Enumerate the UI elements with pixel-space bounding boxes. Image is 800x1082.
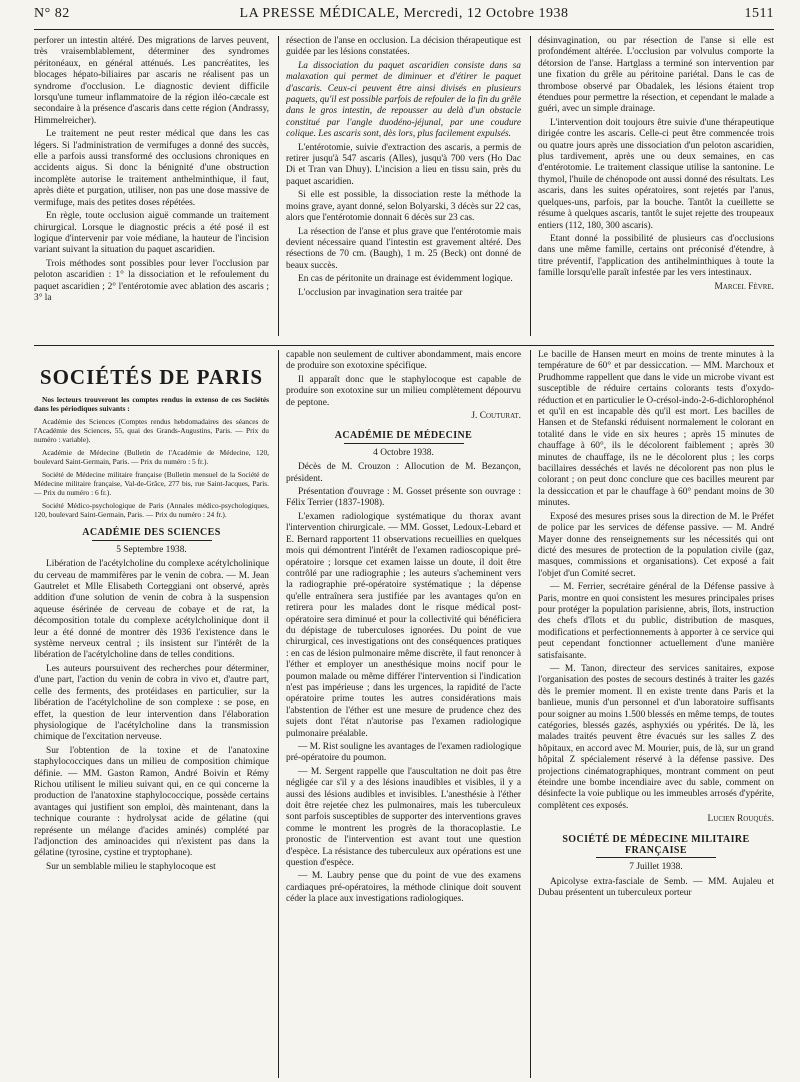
paragraph: Trois méthodes sont possibles pour lever l'occlusion par peloton ascaridien : 1° la dissociation et le refoulement du paquet ascaridien ; 2° l'entérotomie avec ablation des ascaris ; 3° la: [34, 258, 269, 303]
page-number: 1511: [744, 6, 774, 21]
subsection-rule: [92, 540, 212, 541]
subsection-title: ACADÉMIE DE MÉDECINE: [334, 430, 473, 442]
issue-number: N° 82: [34, 6, 70, 21]
paragraph: désinvagination, ou par résection de l'anse si elle est profondément altérée. L'occlusion par volvulus comporte la détorsion de l'anse. Hartglass a terminé son intervention par une fixation du grêle au péritoine pariétal. Dans le cas de thrombose observé par Obadalek, les lésions étaient trop étendues pour permettre la résection, et cependant le malade a guéri, avec un simple drainage.: [538, 36, 774, 115]
top-column-3: [538, 36, 774, 336]
intro-line: Académie de Médecine (Bulletin de l'Académie de Médecine, 120, boulevard Saint-Germain, Paris. — Prix du numéro : 5 fr.).: [34, 448, 269, 467]
paragraph: capable non seulement de cultiver abondamment, mais encore de produire son exotoxine spécifique.: [286, 350, 521, 372]
column-divider: [530, 350, 531, 1078]
paragraph: Les auteurs poursuivent des recherches pour déterminer, d'une part, l'action du venin de cobra in vivo et, d'autre part, celle des ferments, des protéidases en particulier, sur la libération de l'acétylcholine de son complexe : se pose, en effet, la question de leur intervention dans l'élaboration physiologique de l'acétylcholine dans la transmission chimique de l'excitation nerveuse.: [34, 663, 269, 743]
section-rule: [34, 345, 774, 346]
paragraph: Le bacille de Hansen meurt en moins de trente minutes à la température de 60° et par dessiccation. — MM. Marchoux et Prudhomme rappellent que dans le vide un microbe vivant est susceptible de réduire certains colorants tests d'oxydo-réduction et en particulier le O-crésol-indo-2-6-dichlorophénol et qu'il en est incapable dès qu'il est mort. Les bacilles de Hansen et de Stefanski réduisent normalement le colorant en totalité dans le vide en six heures ; après 15 minutes de chauffage à 60°, ils le décolorent faiblement ; après 30 minutes de chauffage, ils ne le décolorent plus ; les corps bacillaires desséchés et lavés ne décolorent pas non plus le colorant ; on peut donc conclure que ces bacilles meurent par la dessiccation et par le chauffage à 60° pendant moins de 30 minutes.: [538, 350, 774, 509]
top-column-2: [286, 36, 521, 336]
paragraph: Sur l'obtention de la toxine et de l'anatoxine staphylococciques dans un milieu de composition chimique définie. — MM. Gaston Ramon, André Boivin et Rémy Richou utilisent le milieu suivant qui, en ce qui concerne la production de l'anatoxine staphylococcique, possède certains avantages qui justifient son emploi, dès maintenant, dans la technique courante : hydrolysat acide de gélatine (qui représente un mélange d'acides aminés) complété par l'adjonction des aminoacides qui n'existent pas dans la gélatine (tyrosine, cystine et tryptophane).: [34, 745, 269, 859]
paragraph: Etant donné la possibilité de plusieurs cas d'occlusions dans une même famille, certains ont préconisé d'étendre, à titre préventif, l'application des antihelminthiques à toute la famille lorsqu'elle paraît infestée par les vers intestinaux.: [538, 233, 774, 279]
subsection-title: ACADÉMIE DES SCIENCES: [82, 527, 221, 539]
header-rule: [34, 29, 774, 30]
column-divider: [530, 36, 531, 336]
column-divider: [278, 36, 279, 336]
subsection-rule: [344, 443, 464, 444]
intro-line: Société Médico-psychologique de Paris (Annales médico-psychologiques, 120, boulevard Saint-Germain, Paris. — Prix du numéro : 24 fr.).: [34, 501, 269, 520]
paragraph: La dissociation du paquet ascaridien consiste dans sa malaxation qui permet de diminuer et d'étirer le paquet d'ascaris. Ceux-ci peuvent être ainsi divisés en plusieurs paquets, qu'il est possible parfois de refouler de la fin du grêle dans le gros intestin, de repousser au delà d'un obstacle constitué par l'angle duodéno-jéjunal, par une coudure colique. Les ascaris sont, dès lors, plus facilement expulsés.: [286, 60, 521, 140]
paragraph: En règle, toute occlusion aiguë commande un traitement chirurgical. Lorsque le diagnostic précis a été posé il est logique d'intervenir par voie médiane, la hauteur de l'incision variant suivant la situation du paquet ascaridien.: [34, 211, 269, 256]
paragraph: Sur un semblable milieu le staphylocoque est: [46, 861, 216, 872]
paragraph: Si elle est possible, la dissociation reste la méthode la moins grave, ayant donné, selon Bolyarski, 3 décès sur 22 cas, alors que l'entérotomie donnait 6 décès sur 23 cas.: [286, 190, 521, 224]
paragraph: L'intervention doit toujours être suivie d'une thérapeutique dirigée contre les ascaris. Celle-ci peut être commencée trois ou quatre jours après une dissociation d'un peloton ascaridien, plus tardivement, après une ou deux semaines, en cas d'entérotomie. Le traitement classique utilise la santonine. Le thymol, l'huile de chénopode ont aussi donné des résultats. Les ascaris, dans les suites opératoires, sont rejetés par l'anus, quelques-uns, parfois, par la bouche. Tantôt la cueillette se résume à quelques ascaris, tantôt le sujet rejette des troupeaux entiers (112, 180, 300 ascaris).: [538, 117, 774, 231]
societes-column-2: [286, 350, 521, 1078]
paragraph: L'entérotomie, suivie d'extraction des ascaris, a permis de retirer jusqu'à 547 ascaris (Alles), jusqu'à 700 vers (Ho Dac Di et Tran van Dhuy). L'incision a lieu en tissu sain, près du paquet ascaridien.: [286, 142, 521, 187]
paragraph: Exposé des mesures prises sous la direction de M. le Préfet de police par les services de défense passive. — M. André Mayer donne des renseignements sur les nécessités qui ont dicté des mesures de protection de la population civile (gaz, masques, commissions et organisations). Cet exposé a fait l'objet d'un Comité secret.: [538, 511, 774, 579]
intro-line: Société de Médecine militaire française (Bulletin mensuel de la Société de Médecine militaire française, Val-de-Grâce, 277 bis, rue Saint-Jacques, Paris. — Prix du numéro : 6 fr.).: [34, 470, 269, 498]
newspaper-page: [34, 0, 774, 1082]
session-date: 4 Octobre 1938.: [373, 447, 434, 458]
paragraph: Apicolyse extra-fasciale de Semb. — MM. Aujaleu et Dubau présentent un tuberculeux porteur: [538, 876, 774, 899]
session-date: 7 Juillet 1938.: [629, 862, 683, 873]
column-divider: [278, 350, 279, 1078]
paragraph: En cas de péritonite un drainage est évidemment logique.: [298, 274, 513, 285]
intro-line: Académie des Sciences (Comptes rendus hebdomadaires des séances de l'Académie des Sciences, 55, quai des Grands-Augustins, Paris. — Prix du numéro : variable).: [34, 417, 269, 445]
author-signature: Marcel Fèvre.: [714, 281, 774, 292]
paragraph: Décès de M. Crouzon : Allocution de M. Bezançon, président.: [286, 462, 521, 484]
subsection-title: SOCIÉTÉ DE MÉDECINE MILITAIRE FRANÇAISE: [562, 833, 750, 857]
paragraph: L'occlusion par invagination sera traitée par: [298, 287, 463, 298]
paragraph: Libération de l'acétylcholine du complexe acétylcholinique du cerveau de mammifères par le venin de cobra. — M. Jean Gautrelet et Mlle Elisabeth Corteggiani ont observé, après addition d'une solution de venin de cobra à la suspension aqueuse ésérinée de cerveau de cobaye et de rat, la décomposition totale du complexe acétylcholinique dont il leur a été donné de montrer dès 1936 l'existence dans le système nerveux central ; ils insistent sur l'intérêt de la libération de l'acétylcholine dans de telles conditions.: [34, 559, 269, 661]
paragraph: Le traitement ne peut rester médical que dans les cas légers. Si l'administration de vermifuges a donné des succès, elle a parfois aussi transformé des occlusions chroniques en accidents aigus. Si donc la bénignité d'une obstruction incomplète autorise le traitement anthelminthique, il faut, après diète et purgation, utiliser, non pas une dose massive de vermifuge, mais des petites doses répétées.: [34, 129, 269, 208]
intro-block: [34, 395, 269, 519]
societes-column-1: [34, 350, 269, 1078]
paragraph: — M. Ferrier, secrétaire général de la Défense passive à Paris, montre en quoi consistent les mesures principales prises pour protéger la population parisienne, abris, îlots, instruction des chefs d'îlots et du public, distribution de masques, modifications et perfectionnements à apporter à ce service qui peut cependant fonctionner actuellement d'une manière satisfaisante.: [538, 582, 774, 661]
paragraph: L'examen radiologique systématique du thorax avant l'intervention chirurgicale. — MM. Gosset, Ledoux-Lebard et E. Bernard rapportent 11 observations recueillies en quelques mois qui démontrent l'intérêt de l'examen radioscopique pré-opératoire ; lorsque cet examen laisse un doute, il doit être contrôlé par une radiographie ; les auteurs s'acheminent vers la radiographie pré-opératoire systématique ; la dépense qu'elle entraînera sera justifiée par les avantages qu'on en retirera pour les malades dont le risque médical post-opératoire sera diminué et pour la collectivité qui bénéficiera du dépistage de tuberculoses ignorées. Du point de vue chirurgical, ces investigations ont des conséquences pratiques : en cas de lésion pulmonaire même discrète, il faut renoncer à l'éther et employer un anesthésique moins nocif pour le poumon malade ou même différer l'intervention si l'indication n'est pas impérieuse ; dans les urgences, la rapidité de l'acte opératoire prime toutes les autres considérations mais l'abstention de l'éther est une mesure de prudence chez des sujets dont l'état n'autorise pas l'examen radiologique pulmonaire préalable.: [286, 511, 521, 739]
paragraph: — M. Tanon, directeur des services sanitaires, expose l'organisation des postes de secours destinés à traiter les gazés dès le premier moment. Il en existe trente dans Paris et la banlieue, munis d'un personnel et d'un laboratoire suffisants pour soigner au moins 1.500 blessés en même temps, de toutes catégories, blessés gazés, asphyxiés ou ypérités. De là, les malades traités peuvent être évacués sur les salles Z des hôpitaux, en accord avec M. Mourier, puis, de là, sur un grand hôpital Z spécialement réservé à la défense passive. Des projections cinématographiques, montrant comment on peut éteindre une bombe incendiaire avec du sable, comment on désinfecte la voie publique ou les immeubles arrosés d'ypérite, complètent ces exposés.: [538, 663, 774, 811]
paragraph: La résection de l'anse et plus grave que l'entérotomie mais devient nécessaire quand l'intestin est gravement altéré. Des résections de 70 cm. (Baugh), 1 m. 25 (Beck) ont donné de beaux succès.: [286, 226, 521, 271]
journal-title: LA PRESSE MÉDICALE, Mercredi, 12 Octobre 1938: [239, 6, 569, 21]
section-title: SOCIÉTÉS DE PARIS: [39, 365, 264, 389]
author-signature: Lucien Rouquès.: [707, 814, 774, 825]
paragraph: Il apparaît donc que le staphylocoque est capable de produire son exotoxine sur un milieu complètement dépourvu de peptone.: [286, 374, 521, 408]
paragraph: — M. Rist souligne les avantages de l'examen radiologique pré-opératoire du poumon.: [286, 742, 521, 764]
paragraph: — M. Laubry pense que du point de vue des examens cardiaques pré-opératoires, la méthode clinique doit souvent céder la place aux investigations radiologiques.: [286, 871, 521, 905]
session-date: 5 Septembre 1938.: [116, 544, 187, 555]
paragraph: Présentation d'ouvrage : M. Gosset présente son ouvrage : Félix Terrier (1837-1908).: [286, 487, 521, 509]
paragraph: perforer un intestin altéré. Des migrations de larves peuvent, très vraisemblablement, déterminer des syndromes péritonéaux, en général atténués. Les pancréatites, les blocages hépato-biliaires par ascaris ne réalisent pas un syndrome d'occlusion. Le diagnostic devient difficile lorsqu'une tumeur inflammatoire de la région iléo-cæcale est secondaire à la présence d'ascaris dans cette région (Andrassy, Himmelreicher).: [34, 36, 269, 126]
societes-column-3: [538, 350, 774, 1078]
page-header: [34, 6, 774, 30]
paragraph: — M. Sergent rappelle que l'auscultation ne doit pas être négligée car s'il y a des lésions inaudibles et visibles, il y a aussi des lésions audibles et invisibles. L'anesthésie à l'éther doit être rejetée chez les pulmonaires, mais les tuberculeux sont parfois susceptibles de supporter des interventions graves comme le montrent les progrès de la thoracoplastie. Le pronostic de l'intervention est avant tout une question d'espèce. La résistance des tuberculeux aux opérations est une question d'espèce.: [286, 766, 521, 869]
paragraph: résection de l'anse en occlusion. La décision thérapeutique est guidée par les lésions constatées.: [286, 36, 521, 58]
intro-line: Nos lecteurs trouveront les comptes rendus in extenso de ces Sociétés dans les périodiques suivants :: [34, 395, 269, 414]
top-column-1: [34, 36, 269, 336]
subsection-rule: [596, 857, 716, 858]
author-signature: J. Couturat.: [471, 411, 521, 422]
